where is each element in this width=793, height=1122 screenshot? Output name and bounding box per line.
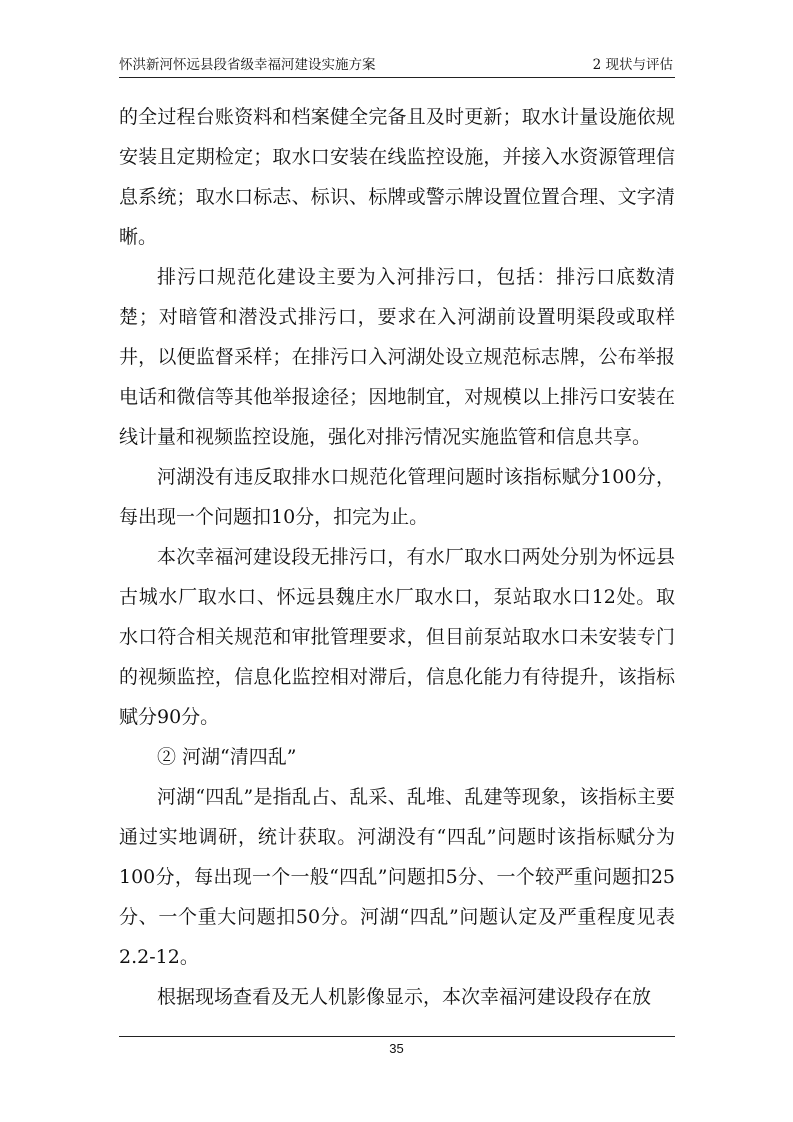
section-title: 2 现状与评估 (592, 57, 673, 73)
paragraph-outfall: 排污口规范化建设主要为入河排污口，包括：排污口底数清楚；对暗管和潜没式排污口，要求在入河湖前设置明渠段或取样井，以便监督采样；在排污口入河湖处设立规范标志牌，公布举报电话和微信等其他举报途径；因地制宜，对规模以上排污口安装在线计量和视频监控设施，强化对排污情况实施监管和信息共享。 (119, 266, 675, 448)
paragraph-site-inspection: 根据现场查看及无人机影像显示，本次幸福河建设段存在放 (157, 986, 652, 1008)
page-number: 35 (389, 1041, 404, 1056)
header-rule (119, 77, 675, 78)
subheading-four-disorders: ② 河湖“清四乱” (157, 746, 297, 768)
paragraph-scoring-rule: 河湖没有违反取排水口规范化管理问题时该指标赋分100分，每出现一个问题扣10分，扣完为止。 (119, 466, 675, 528)
document-title: 怀洪新河怀远县段省级幸福河建设实施方案 (119, 57, 376, 73)
paragraph-four-disorders: 河湖“四乱”是指乱占、乱采、乱堆、乱建等现象，该指标主要通过实地调研，统计获取。河湖没有“四乱”问题时该指标赋分为100分，每出现一个一般“四乱”问题扣5分、一个较严重问题扣25分、一个重大问题扣50分。河湖“四乱”问题认定及严重程度见表2.2-12。 (119, 786, 675, 968)
page-header (119, 54, 675, 76)
body-text (119, 97, 675, 1017)
footer-rule (119, 1036, 675, 1037)
paragraph-continuation: 的全过程台账资料和档案健全完备且及时更新；取水计量设施依规安装且定期检定；取水口安装在线监控设施，并接入水资源管理信息系统；取水口标志、标识、标牌或警示牌设置位置合理、文字清晰。 (119, 106, 675, 248)
paragraph-current-status: 本次幸福河建设段无排污口，有水厂取水口两处分别为怀远县古城水厂取水口、怀远县魏庄水厂取水口，泵站取水口12处。取水口符合相关规范和审批管理要求，但目前泵站取水口未安装专门的视频监控，信息化监控相对滞后，信息化能力有待提升，该指标赋分90分。 (119, 546, 675, 728)
